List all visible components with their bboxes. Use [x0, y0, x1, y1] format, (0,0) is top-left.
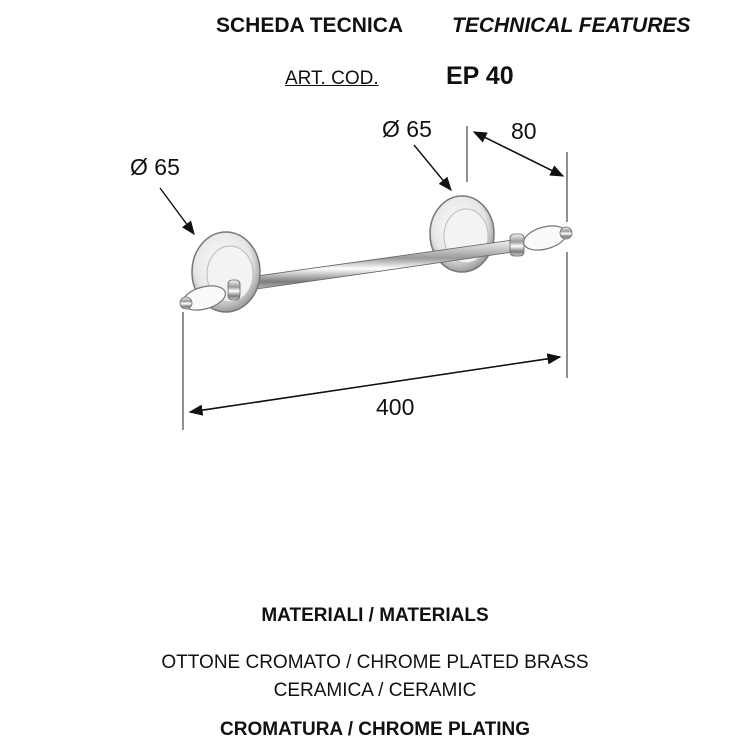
right-diameter-label: Ø 65 [382, 116, 432, 142]
article-code-label: ART. COD. [285, 68, 379, 89]
towel-bar-illustration [180, 196, 572, 314]
materials-title: MATERIALI / MATERIALS [261, 605, 489, 626]
material-item: CERAMICA / CERAMIC [273, 680, 477, 701]
material-item: OTTONE CROMATO / CHROME PLATED BRASS [161, 652, 589, 673]
depth-label: 80 [511, 118, 537, 144]
left-diameter-label: Ø 65 [130, 154, 180, 180]
title-english: TECHNICAL FEATURES [452, 14, 691, 37]
plating-title: CROMATURA / CHROME PLATING [220, 719, 530, 740]
length-label: 400 [376, 394, 415, 420]
title-italian: SCHEDA TECNICA [216, 14, 404, 37]
article-code: EP 40 [446, 62, 514, 90]
